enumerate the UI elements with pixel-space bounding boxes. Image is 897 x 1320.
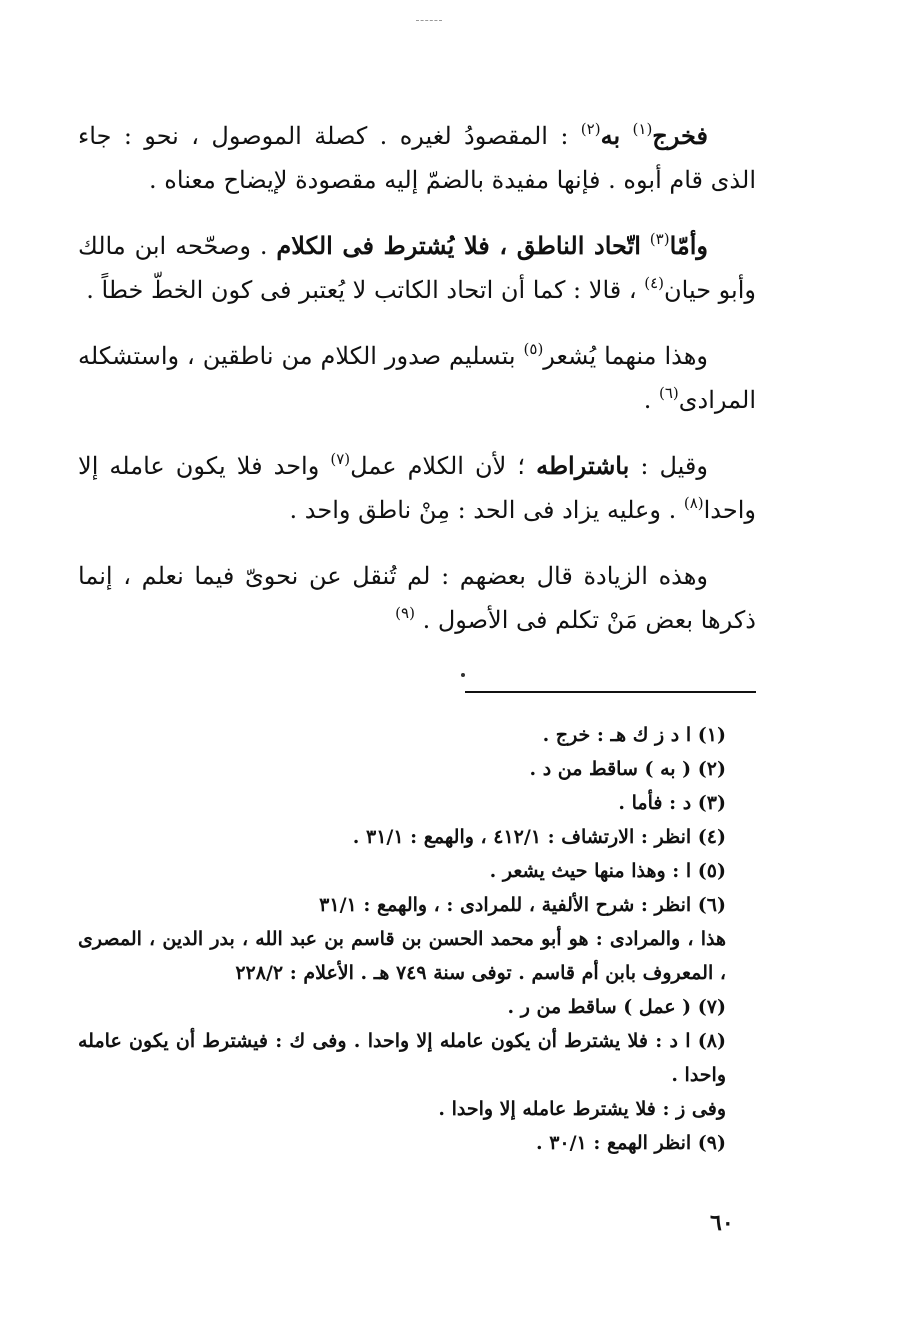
paragraph-3-text-c: . [643, 386, 659, 414]
footnote-3: (٣) د : فأما . [618, 792, 726, 814]
footnote-ref-3: (٣) [649, 230, 670, 248]
footnote-ref-8: (٨) [683, 494, 704, 512]
footnote-5: (٥) ا : وهذا منها حيث يشعر . [489, 860, 726, 882]
footnote-ref-6: (٦) [658, 384, 679, 402]
paragraph-4 [78, 444, 756, 532]
top-scan-mark [416, 20, 442, 21]
paragraph-4-text-d: . وعليه يزاد فى الحد : مِنْ ناطق واحد . [289, 496, 684, 524]
print-speck [461, 673, 465, 677]
paragraph-2-text-b: ، قالا : كما أن اتحاد الكاتب لا يُعتبر فى كون الخطّ خطاً . [86, 276, 645, 304]
footnote-ref-9: (٩) [395, 604, 415, 622]
footnote-separator [465, 691, 756, 693]
page-number: ٦٠ [710, 1210, 734, 1236]
term-bishtiratihi: باشتراطه [536, 451, 630, 480]
footnote-ref-1: (١) [632, 120, 653, 138]
footnote-ref-7: (٧) [330, 450, 351, 468]
term-kharaja: فخرج [652, 121, 708, 150]
footnote-4: (٤) انظر : الارتشاف : ٤١٢/١ ، والهمع : ٣١/١ . [352, 826, 726, 848]
footnote-ref-5: (٥) [523, 340, 544, 358]
footnote-6: (٦) انظر : شرح الألفية ، للمرادى : ، والهمع : ٣١/١ [319, 894, 726, 916]
footnote-9: (٩) انظر الهمع : ٣٠/١ . [535, 1132, 726, 1154]
paragraph-2-text-a: . وصحّحه ابن مالك وأبو حيان [78, 232, 756, 304]
paragraph-5-text: وهذه الزيادة قال بعضهم : لم تُنقل عن نحوىّ فيما نعلم ، إنما ذكرها بعض مَنْ تكلم فى الأصول . [78, 562, 756, 634]
heading-ittihad-alnatiq: اتّحاد الناطق ، فلا يُشترط فى الكلام [276, 231, 641, 260]
paragraph-5 [78, 554, 756, 642]
footnote-7: (٧) ( عمل ) ساقط من ر . [507, 996, 726, 1018]
paragraph-3-text-a: وهذا منهما يُشعر [543, 342, 708, 370]
paragraph-1 [78, 114, 756, 202]
paragraph-1-text: : المقصودُ لغيره . كصلة الموصول ، نحو : جاء الذى قام أبوه . فإنها مفيدة بالضمّ إليه مقصودة لإيضاح معناه . [78, 122, 756, 194]
footnotes [78, 718, 756, 1160]
footnote-8-continued: وفى ز : فلا يشترط عامله إلا واحدا . [438, 1098, 726, 1120]
footnote-8: (٨) ا د : فلا يشترط أن يكون عامله إلا واحدا . وفى ك : فيشترط أن يكون عامله واحدا . [78, 1030, 726, 1086]
term-amma: وأمّا [669, 231, 708, 260]
paragraph-3-text-b: بتسليم صدور الكلام من ناطقين ، واستشكله المرادى [78, 342, 756, 414]
footnote-ref-2: (٢) [580, 120, 601, 138]
footnote-ref-4: (٤) [644, 274, 665, 292]
footnote-6-continued: هذا ، والمرادى : هو أبو محمد الحسن بن قاسم بن عبد الله ، بدر الدين ، المصرى ، المعروف بابن أم قاسم . توفى سنة ٧٤٩ هـ . الأعلام : ٢٢٨/٢ [78, 928, 726, 984]
paragraph-3 [78, 334, 756, 422]
paragraph-4-text-b: ؛ لأن الكلام عمل [350, 452, 537, 480]
main-text [78, 114, 756, 664]
paragraph-4-text-a: وقيل : [629, 452, 708, 480]
term-bihi: به [600, 121, 621, 150]
footnote-2: (٢) ( به ) ساقط من د . [529, 758, 726, 780]
paragraph-2 [78, 224, 756, 312]
footnote-1: (١) ا د ز ك هـ : خرج . [542, 724, 726, 746]
paragraph-4-text-c: واحد فلا يكون عامله إلا واحدا [78, 452, 756, 524]
